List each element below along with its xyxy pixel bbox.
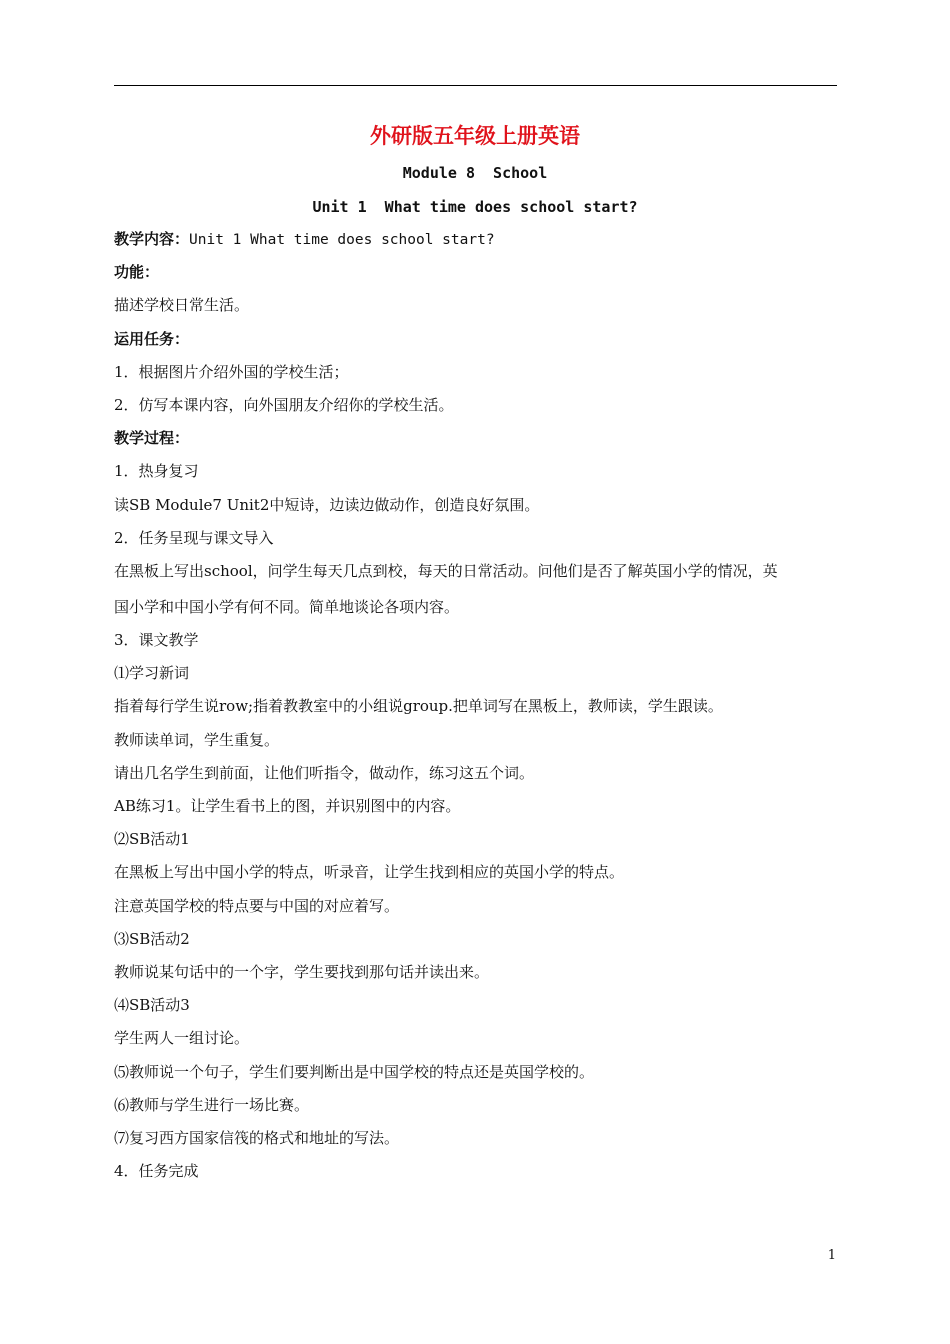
body-line: ⑶SB活动2 <box>114 929 190 948</box>
body-line: 教师读单词，学生重复。 <box>114 730 280 749</box>
body-line: 学生两人一组讨论。 <box>114 1029 250 1048</box>
section-heading: 功能： <box>114 263 160 282</box>
body-line: 2．仿写本课内容，向外国朋友介绍你的学校生活。 <box>114 395 454 414</box>
body-line: ⑵SB活动1 <box>114 830 190 849</box>
body-line: 1．根据图片介绍外国的学校生活； <box>114 362 349 381</box>
body-line: 3．课文教学 <box>114 631 199 650</box>
teaching-content-line <box>114 228 838 250</box>
module-heading: Module 8 School <box>402 164 548 182</box>
body-line: 2．任务呈现与课文导入 <box>114 528 274 547</box>
body-line: 1．热身复习 <box>114 462 199 481</box>
body-line: 描述学校日常生活。 <box>114 296 250 315</box>
section-heading: 运用任务： <box>114 329 190 348</box>
lesson-lines <box>114 261 838 1182</box>
body-line: ⑷SB活动3 <box>114 996 190 1015</box>
teaching-content-label: 教学内容： <box>114 230 190 248</box>
body-line: 在黑板上写出中国小学的特点，听录音，让学生找到相应的英国小学的特点。 <box>114 863 625 882</box>
body-line: 指着每行学生说row;指着教教室中的小组说group.把单词写在黑板上，教师读，学生跟读。 <box>114 697 723 716</box>
body-line: ⑸教师说一个句子，学生们要判断出是中国学校的特点还是英国学校的。 <box>114 1062 595 1081</box>
document-title: 外研版五年级上册英语 <box>370 123 580 148</box>
page-number: 1 <box>827 1248 836 1263</box>
body-line: ⑴学习新词 <box>114 664 190 683</box>
body-line: 在黑板上写出school，问学生每天几点到校，每天的日常活动。问他们是否了解英国小学的情况，英 <box>114 561 778 580</box>
body-line: 读SB Module7 Unit2中短诗，边读边做动作，创造良好氛围。 <box>114 495 540 514</box>
lesson-body <box>114 228 838 1193</box>
body-line: ⑹教师与学生进行一场比赛。 <box>114 1095 310 1114</box>
body-line: 注意英国学校的特点要与中国的对应着写。 <box>114 896 400 915</box>
section-heading: 教学过程： <box>114 429 190 448</box>
body-line: AB练习1。让学生看书上的图，并识别图中的内容。 <box>114 797 461 815</box>
unit-heading: Unit 1 What time does school start? <box>312 198 638 216</box>
header-rule <box>114 85 837 86</box>
body-line: 请出几名学生到前面，让他们听指令，做动作，练习这五个词。 <box>114 763 535 782</box>
body-line: ⑺复习西方国家信筏的格式和地址的写法。 <box>114 1128 400 1147</box>
teaching-content-value: Unit 1 What time does school start? <box>189 232 495 248</box>
body-line: 国小学和中国小学有何不同。简单地谈论各项内容。 <box>114 597 460 616</box>
body-line: 教师说某句话中的一个字，学生要找到那句话并读出来。 <box>114 962 490 981</box>
body-line: 4．任务完成 <box>114 1162 199 1181</box>
